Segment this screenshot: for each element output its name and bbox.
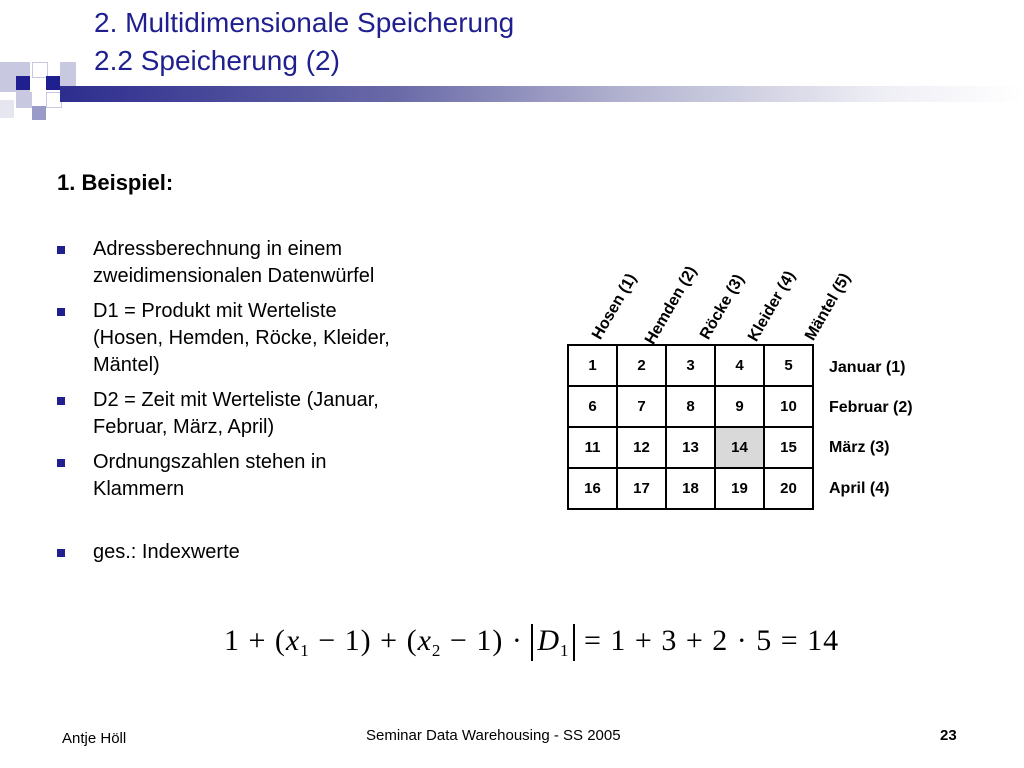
grid-cell: 6 bbox=[568, 386, 617, 427]
square-bullet-icon bbox=[57, 246, 65, 254]
row-label: März (3) bbox=[829, 439, 890, 456]
grid-cell: 18 bbox=[666, 468, 715, 509]
row-label: April (4) bbox=[829, 480, 890, 497]
square-bullet-icon bbox=[57, 308, 65, 316]
grid-cell: 3 bbox=[666, 345, 715, 386]
title-line-2: 2.2 Speicherung (2) bbox=[94, 45, 340, 76]
highlighted-cell: 14 bbox=[715, 427, 764, 468]
grid-cell: 17 bbox=[617, 468, 666, 509]
table-row bbox=[568, 468, 813, 509]
row-label: Februar (2) bbox=[829, 399, 913, 416]
header-gradient-bar bbox=[60, 86, 1024, 102]
grid-cell: 11 bbox=[568, 427, 617, 468]
grid-cell: 19 bbox=[715, 468, 764, 509]
footer-course: Seminar Data Warehousing - SS 2005 bbox=[366, 727, 621, 744]
grid-cell: 16 bbox=[568, 468, 617, 509]
grid-cell: 2 bbox=[617, 345, 666, 386]
grid-cell: 20 bbox=[764, 468, 813, 509]
footer-author: Antje Höll bbox=[62, 730, 127, 747]
column-label: Kleider (4) bbox=[745, 268, 799, 345]
grid-cell: 4 bbox=[715, 345, 764, 386]
grid-cell: 13 bbox=[666, 427, 715, 468]
grid-cell: 5 bbox=[764, 345, 813, 386]
absolute-value-bars: $D_1$ bbox=[531, 624, 575, 661]
grid-cell: 7 bbox=[617, 386, 666, 427]
list-item: ges.: Indexwerte bbox=[56, 539, 496, 566]
list-item: Ordnungszahlen stehen in Klammern bbox=[56, 449, 496, 503]
column-label: Mäntel (5) bbox=[802, 270, 855, 344]
grid-cell: 10 bbox=[764, 386, 813, 427]
row-label: Januar (1) bbox=[829, 359, 906, 376]
section-heading: 1. Beispiel: bbox=[57, 170, 174, 195]
page-number: 23 bbox=[940, 727, 957, 744]
column-label: Röcke (3) bbox=[697, 271, 748, 343]
data-cube-grid bbox=[567, 344, 814, 510]
grid-cell: 15 bbox=[764, 427, 813, 468]
title-line-1: 2. Multidimensionale Speicherung bbox=[94, 7, 515, 38]
square-bullet-icon bbox=[57, 459, 65, 467]
square-bullet-icon bbox=[57, 397, 65, 405]
index-formula: $1 + (x_1 - 1) + (x_2 - 1) \cdot D_1 = 1 + 3 + 2 \cdot 5 = 14$ bbox=[224, 624, 840, 660]
grid-cell: 9 bbox=[715, 386, 764, 427]
square-bullet-icon bbox=[57, 549, 65, 557]
grid-cell: 12 bbox=[617, 427, 666, 468]
column-label: Hosen (1) bbox=[589, 270, 641, 343]
bullet-list bbox=[56, 236, 496, 574]
column-label: Hemden (2) bbox=[642, 263, 701, 348]
grid-cell: 8 bbox=[666, 386, 715, 427]
list-item: D1 = Produkt mit Werteliste (Hosen, Hemden, Röcke, Kleider, Mäntel) bbox=[56, 298, 496, 379]
table-row bbox=[568, 345, 813, 386]
list-item: D2 = Zeit mit Werteliste (Januar, Februar, März, April) bbox=[56, 387, 496, 441]
table-row bbox=[568, 427, 813, 468]
slide-title bbox=[94, 4, 514, 80]
grid-cell: 1 bbox=[568, 345, 617, 386]
table-row bbox=[568, 386, 813, 427]
list-item: Adressberechnung in einem zweidimensionalen Datenwürfel bbox=[56, 236, 496, 290]
